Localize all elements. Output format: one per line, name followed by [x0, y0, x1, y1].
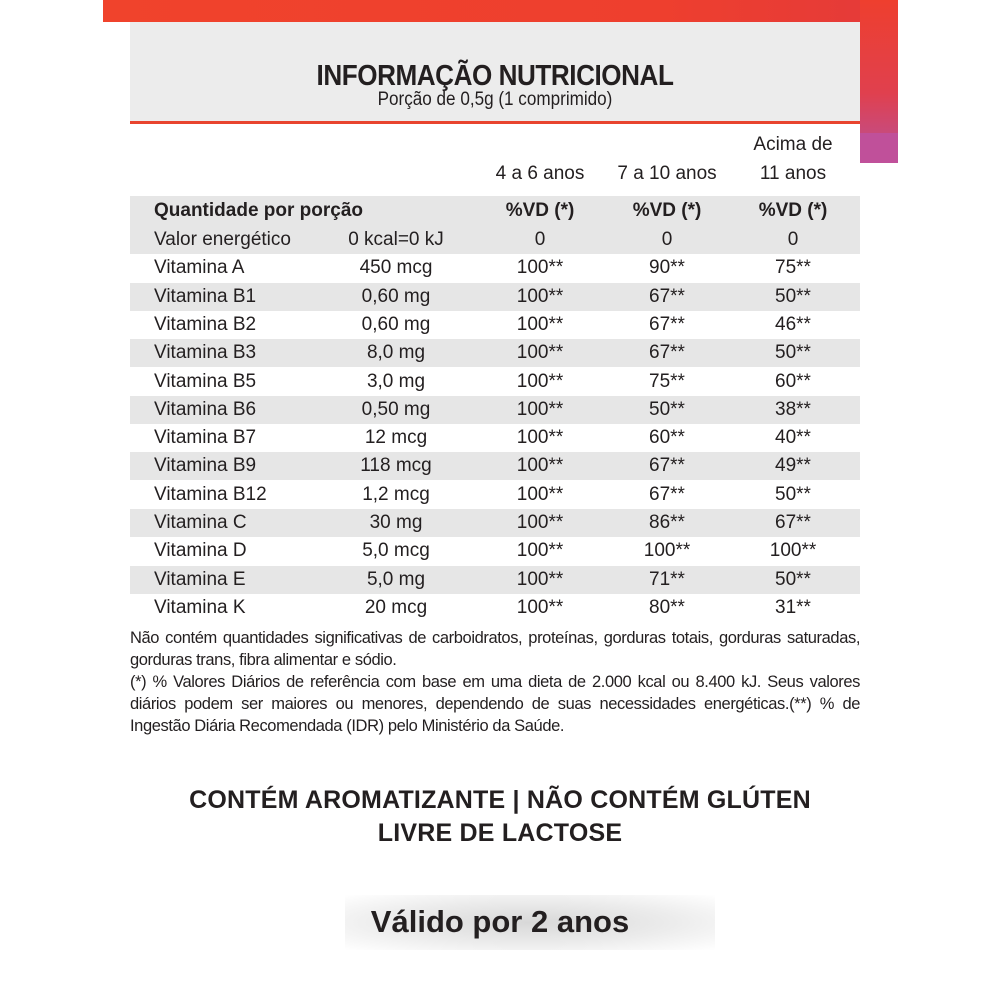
nutrient-vd-1: 0	[534, 229, 546, 250]
nutrient-name: Vitamina A	[154, 257, 245, 279]
nutrient-vd-3: 50**	[775, 483, 811, 505]
serving-size: Porção de 0,5g (1 comprimido)	[377, 89, 613, 110]
nutrient-vd-2: 86**	[649, 512, 685, 533]
nutrient-name: Vitamina E	[154, 568, 246, 590]
nutrient-amount: 0,60 mg	[361, 313, 431, 335]
nutrition-table	[130, 124, 860, 621]
nutrient-vd-2: 60**	[649, 427, 685, 449]
nutrient-vd-1: 100**	[516, 540, 564, 562]
table-header-row	[130, 196, 860, 226]
nutrient-vd-3: 49**	[775, 455, 811, 477]
nutrient-vd-1: 100**	[516, 455, 564, 477]
nutrient-vd-1: 100**	[516, 257, 564, 279]
nutrient-vd-3: 100**	[769, 540, 817, 562]
table-row	[130, 424, 860, 452]
nutrient-name: Vitamina C	[154, 512, 247, 533]
nutrient-vd-2: 0	[661, 229, 673, 250]
nutrient-vd-2: 80**	[649, 596, 685, 618]
table-row	[130, 283, 860, 311]
nutrient-amount: 118 mcg	[360, 455, 432, 477]
table-row	[130, 481, 860, 509]
table-row	[130, 368, 860, 396]
nutrient-amount: 450 mcg	[359, 257, 433, 279]
nutrient-vd-1: 100**	[516, 483, 564, 505]
nutrient-vd-3: 40**	[775, 427, 811, 449]
footnote-not-significant: Não contém quantidades significativas de carboidratos, proteínas, gorduras totais, gorduras saturadas, gorduras trans, fibra alimentar e sódio.	[130, 629, 860, 669]
table-row	[130, 226, 860, 254]
table-row	[130, 452, 860, 480]
nutrient-vd-1: 100**	[516, 342, 564, 364]
quantity-header: Quantidade por porção	[154, 200, 364, 221]
nutrient-vd-2: 67**	[649, 313, 685, 335]
nutrient-amount: 1,2 mcg	[362, 483, 430, 505]
nutrient-vd-2: 75**	[649, 370, 685, 392]
table-row	[130, 537, 860, 565]
nutrient-vd-3: 60**	[775, 370, 811, 392]
nutrient-name: Vitamina B9	[154, 455, 257, 477]
age-group-7-10-header: 7 a 10 anos	[617, 163, 717, 184]
nutrient-vd-2: 50**	[649, 398, 685, 420]
nutrient-vd-1: 100**	[516, 427, 564, 449]
footnote-daily-values: (*) % Valores Diários de referência com base em uma dieta de 2.000 kcal ou 8.400 kJ. Seus valores diários podem ser maiores ou menores, dependendo de suas necessidades energéticas.(**) % de Ingestão Diária Recomendada (IDR) pelo Ministério da Saúde.	[130, 673, 860, 735]
magenta-accent	[860, 133, 898, 163]
nutrient-vd-3: 0	[787, 229, 799, 250]
nutrient-vd-2: 100**	[643, 540, 691, 562]
nutrient-amount: 12 mcg	[364, 427, 428, 449]
nutrient-amount: 8,0 mg	[366, 342, 426, 364]
nutrient-vd-3: 46**	[775, 313, 811, 335]
nutrient-amount: 5,0 mcg	[362, 540, 430, 562]
nutrient-vd-3: 50**	[775, 285, 811, 307]
page-title: INFORMAÇÃO NUTRICIONAL	[316, 60, 674, 92]
nutrient-vd-1: 100**	[516, 398, 564, 420]
nutrient-amount: 3,0 mg	[366, 370, 426, 392]
nutrient-vd-3: 50**	[775, 568, 811, 590]
table-row	[130, 311, 860, 339]
claim-line-2: LIVRE DE LACTOSE	[377, 819, 623, 847]
nutrient-amount: 5,0 mg	[366, 568, 426, 590]
nutrient-name: Vitamina B6	[154, 398, 257, 420]
table-row	[130, 396, 860, 424]
nutrient-vd-2: 90**	[649, 257, 685, 279]
nutrient-amount: 0,60 mg	[361, 285, 431, 307]
nutrient-name: Vitamina B5	[154, 370, 257, 392]
nutrient-vd-2: 67**	[649, 455, 685, 477]
nutrient-name: Vitamina B3	[154, 342, 257, 364]
nutrient-name: Vitamina D	[154, 540, 247, 562]
nutrient-vd-1: 100**	[516, 285, 564, 307]
nutrient-vd-1: 100**	[516, 512, 564, 533]
nutrient-amount: 30 mg	[369, 512, 423, 533]
vd-header-3: %VD (*)	[758, 200, 828, 221]
nutrient-vd-3: 75**	[775, 257, 811, 279]
nutrient-name: Vitamina B2	[154, 313, 257, 335]
nutrient-name: Vitamina B1	[154, 285, 257, 307]
nutrient-amount: 20 mcg	[364, 596, 428, 618]
table-row	[130, 594, 860, 622]
age-group-11plus-header-line2: 11 anos	[759, 163, 827, 184]
nutrient-name: Vitamina B12	[154, 483, 267, 505]
claim-line-1: CONTÉM AROMATIZANTE | NÃO CONTÉM GLÚTEN	[189, 786, 811, 814]
validity-text: Válido por 2 anos	[370, 904, 630, 939]
nutrient-vd-3: 67**	[775, 512, 811, 533]
side-color-band	[860, 0, 898, 133]
table-row	[130, 566, 860, 594]
vd-header-2: %VD (*)	[632, 200, 702, 221]
nutrient-vd-3: 50**	[775, 342, 811, 364]
nutrient-vd-3: 38**	[775, 398, 811, 420]
top-color-band	[103, 0, 898, 22]
footnotes	[130, 627, 860, 737]
nutrient-amount: 0 kcal=0 kJ	[348, 229, 444, 250]
table-row	[130, 509, 860, 537]
table-row	[130, 339, 860, 367]
nutrient-vd-1: 100**	[516, 568, 564, 590]
nutrient-name: Vitamina K	[154, 596, 246, 618]
nutrient-amount: 0,50 mg	[361, 398, 431, 420]
age-group-11plus-header-line1: Acima de	[753, 134, 833, 155]
vd-header-1: %VD (*)	[505, 200, 575, 221]
nutrient-name: Vitamina B7	[154, 427, 257, 449]
nutrient-vd-2: 71**	[649, 568, 685, 590]
nutrient-vd-2: 67**	[649, 285, 685, 307]
nutrient-name: Valor energético	[154, 229, 291, 250]
nutrient-vd-1: 100**	[516, 313, 564, 335]
age-group-4-6-header: 4 a 6 anos	[495, 163, 585, 184]
nutrient-vd-2: 67**	[649, 483, 685, 505]
nutrient-vd-3: 31**	[775, 596, 811, 618]
nutrient-vd-1: 100**	[516, 596, 564, 618]
nutrient-vd-1: 100**	[516, 370, 564, 392]
table-row	[130, 254, 860, 282]
nutrient-vd-2: 67**	[649, 342, 685, 364]
nutrition-header	[130, 22, 860, 121]
